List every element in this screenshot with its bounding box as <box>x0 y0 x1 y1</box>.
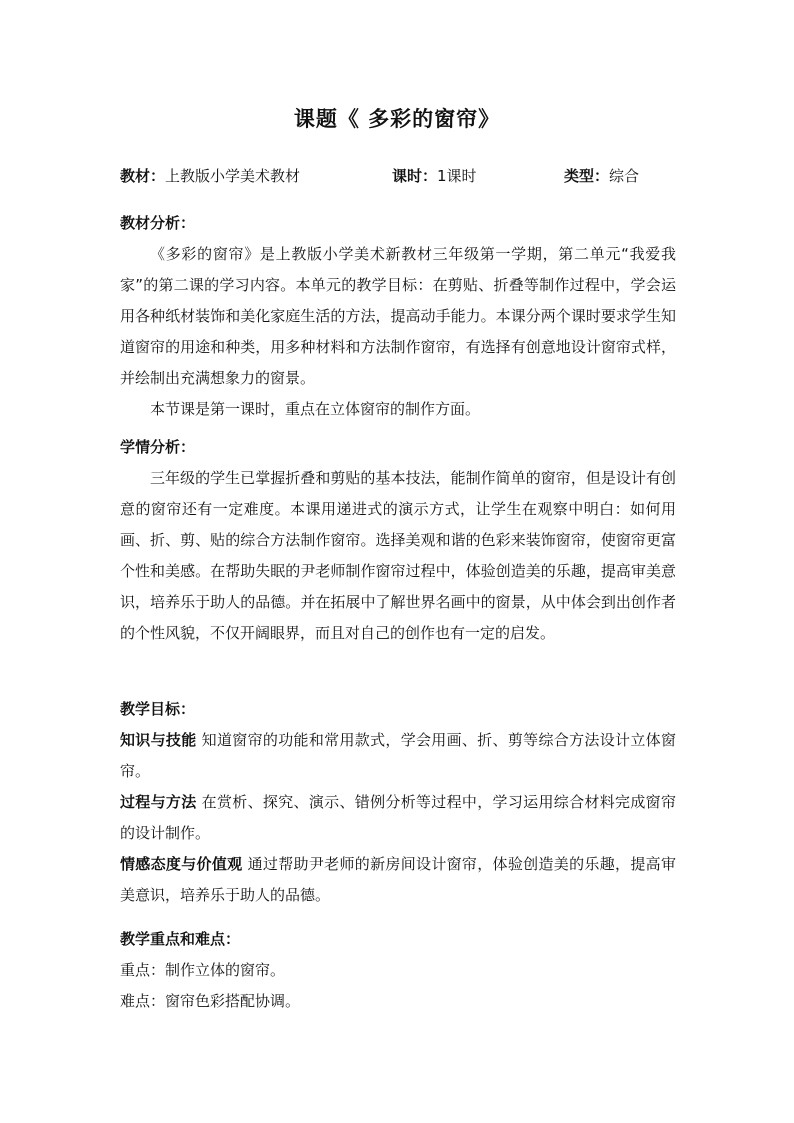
type-label: 类型： <box>564 167 610 185</box>
student-analysis-heading: 学情分析： <box>120 438 196 456</box>
goal-knowledge-skills-label: 知识与技能 <box>120 731 197 749</box>
goal-knowledge-skills-text: 知道窗帘的功能和常用款式，学会用画、折、剪等综合方法设计立体窗帘。 <box>120 731 676 780</box>
goal-knowledge-skills <box>120 725 676 787</box>
teaching-goals-heading: 教学目标： <box>120 700 196 718</box>
student-analysis-section <box>120 432 676 649</box>
goal-emotion-values-text: 通过帮助尹老师的新房间设计窗帘，体验创造美的乐趣，提高审美意识，培养乐于助人的品德。 <box>120 855 676 904</box>
goal-process-method <box>120 787 676 849</box>
key-points-heading: 教学重点和难点： <box>120 930 241 948</box>
material-value: 上教版小学美术教材 <box>165 167 301 185</box>
key-point-focus: 重点：制作立体的窗帘。 <box>120 961 286 979</box>
goal-process-method-text: 在赏析、探究、演示、错例分析等过程中，学习运用综合材料完成窗帘的设计制作。 <box>120 793 676 842</box>
period-label: 课时： <box>392 167 438 185</box>
goal-emotion-values <box>120 849 676 911</box>
student-analysis-paragraph: 三年级的学生已掌握折叠和剪贴的基本技法，能制作简单的窗帘，但是设计有创意的窗帘还有一定难度。本课用递进式的演示方式，让学生在观察中明白：如何用画、折、剪、贴的综合方法制作窗帘。选择美观和谐的色彩来装饰窗帘，使窗帘更富个性和美感。在帮助失眠的尹老师制作窗帘过程中，体验创造美的乐趣，提高审美意识，培养乐于助人的品德。并在拓展中了解世界名画中的窗景，从中体会到出创作者的个性风貌，不仅开阔眼界，而且对自己的创作也有一定的启发。 <box>120 469 676 642</box>
type-value: 综合 <box>609 167 640 185</box>
material-analysis-paragraph-1: 《多彩的窗帘》是上教版小学美术新教材三年级第一学期，第二单元“我爱我家”的第二课的学习内容。本单元的教学目标：在剪贴、折叠等制作过程中，学会运用各种纸材装饰和美化家庭生活的方法，提高动手能力。本课分两个课时要求学生知道窗帘的用途和种类，用多种材料和方法制作窗帘，有选择有创意地设计窗帘式样，并绘制出充满想象力的窗景。 <box>120 245 676 387</box>
key-difficult-points-section <box>120 924 676 1017</box>
type-info <box>564 165 639 186</box>
material-analysis-paragraph-2: 本节课是第一课时，重点在立体窗帘的制作方面。 <box>150 400 481 418</box>
material-info <box>120 165 392 186</box>
material-label: 教材： <box>120 167 166 185</box>
period-value: 1课时 <box>437 167 477 185</box>
key-point-difficulty: 难点：窗帘色彩搭配协调。 <box>120 992 301 1010</box>
page-title: 课题《 多彩的窗帘》 <box>293 107 501 131</box>
material-analysis-section <box>120 208 676 425</box>
goal-emotion-values-label: 情感态度与价值观 <box>120 855 243 873</box>
teaching-goals-section <box>120 694 676 911</box>
lesson-meta <box>120 165 639 186</box>
goal-process-method-label: 过程与方法 <box>120 793 197 811</box>
period-info <box>392 165 564 186</box>
material-analysis-heading: 教材分析： <box>120 214 196 232</box>
